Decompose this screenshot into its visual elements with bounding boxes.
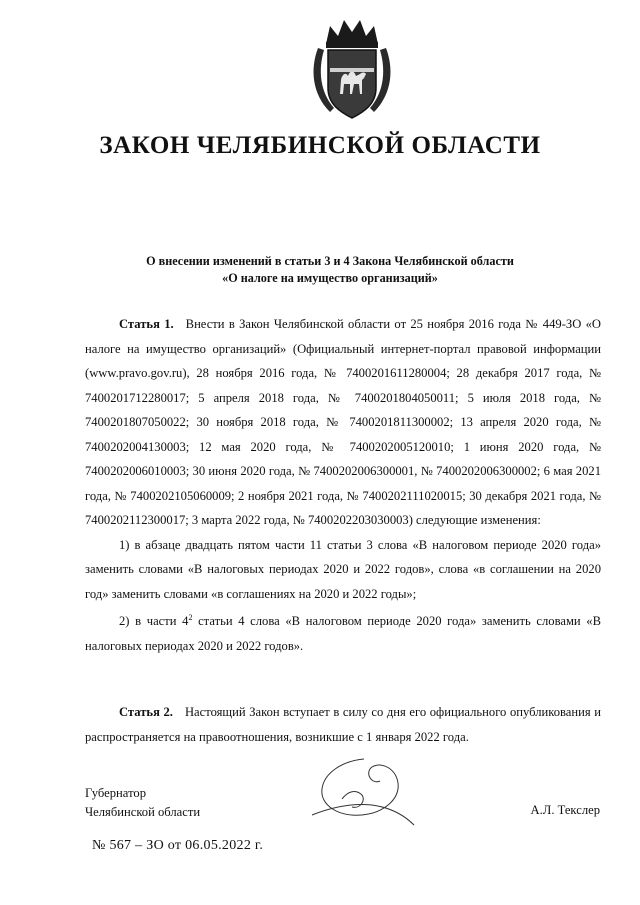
item-2-text-start: 2) в части 4 bbox=[119, 614, 189, 629]
article-1-item-1: 1) в абзаце двадцать пятом части 11 статьи 3 слова «В налоговом периоде 2020 года» заменить словами «В налоговых периодах 2020 и 2022 годов», слова «в соглашении на 2020 год» заменить словами «в соглашениях на 2020 и 2022 годы»; bbox=[85, 537, 601, 601]
law-subject bbox=[60, 253, 600, 287]
subject-line-1: О внесении изменений в статьи 3 и 4 Закона Челябинской области bbox=[146, 254, 514, 268]
position-line-2: Челябинской области bbox=[85, 805, 201, 819]
governor-name: А.Л. Текслер bbox=[530, 803, 600, 817]
article-1 bbox=[85, 312, 601, 658]
article-1-item-2 bbox=[85, 606, 601, 658]
article-2-paragraph bbox=[85, 700, 601, 749]
item-2-text-end: статьи 4 слова «В налоговом периоде 2020 года» заменить словами «В налоговых периодах 2020 и 2022 годов». bbox=[85, 614, 601, 653]
article-2-text: Настоящий Закон вступает в силу со дня его официального опубликования и распространяется на правоотношения, возникшие с 1 января 2022 года. bbox=[85, 705, 601, 744]
article-1-intro: Внести в Закон Челябинской области от 25 ноября 2016 года № 449-ЗО «О налоге на имущество организаций» (Официальный интернет-портал правовой информации (www.pravo.gov.ru), 28 ноября 2016 года, № 7400201611280004; 28 декабря 2017 года, № 7400201712280017; 5 апреля 2018 года, № 7400201804050011; 5 июля 2018 года, № 7400201807050022; 30 ноября 2018 года, № 7400201811300002; 13 апреля 2020 года, № 7400202004130003; 12 мая 2020 года, № 7400202005120010; 1 июня 2020 года, № 7400202006010003; 30 июня 2020 года, № 7400202006300001, № 7400202006300002; 6 мая 2021 года, № 7400202105060009; 2 ноября 2021 года, № 7400202111020015; 30 декабря 2021 года, № 7400202112300017; 3 марта 2022 года, № 7400202203030003) следующие изменения: bbox=[85, 317, 602, 527]
article-2-label: Статья 2. bbox=[119, 705, 173, 719]
handwritten-signature-icon bbox=[302, 755, 422, 830]
law-number: № 567 – ЗО от 06.05.2022 г. bbox=[92, 838, 264, 853]
item-2-superscript: 2 bbox=[188, 613, 193, 622]
law-title: ЗАКОН ЧЕЛЯБИНСКОЙ ОБЛАСТИ bbox=[99, 132, 541, 159]
chelyabinsk-coat-of-arms-icon bbox=[304, 14, 400, 124]
article-1-intro-paragraph bbox=[85, 312, 601, 533]
article-1-label: Статья 1. bbox=[119, 317, 174, 331]
signatory-position bbox=[85, 784, 200, 822]
article-2 bbox=[85, 700, 601, 749]
subject-line-2: «О налоге на имущество организаций» bbox=[222, 271, 438, 285]
position-line-1: Губернатор bbox=[85, 786, 146, 800]
